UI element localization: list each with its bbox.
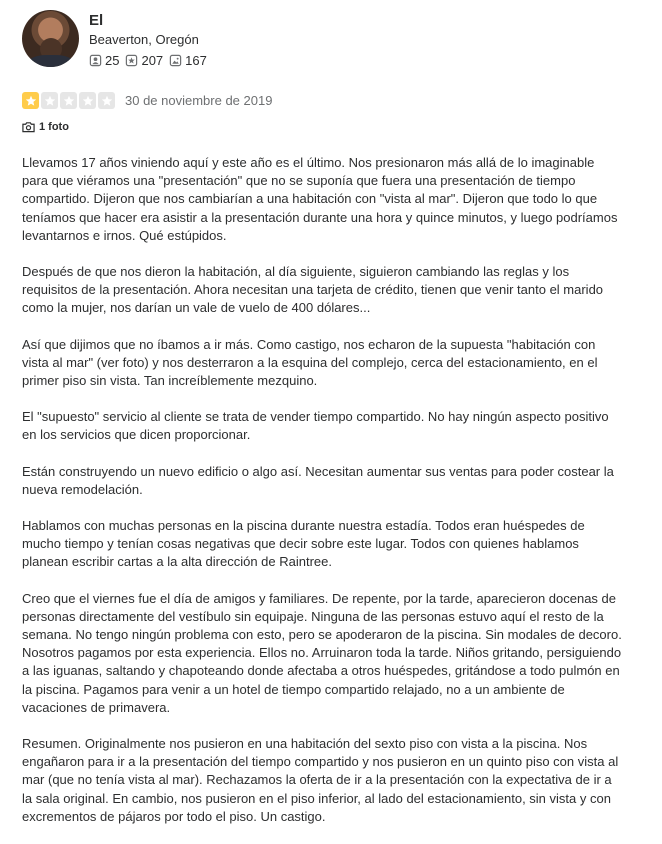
avatar-shirt [28,55,74,67]
star-rating [22,92,117,109]
review-paragraph: Hablamos con muchas personas en la piscina durante nuestra estadía. Todos eran huéspedes de mucho tiempo y tenían cosas negativas que decir sobre este lugar. Todos con quienes hablamos planean escribir cartas a la alta dirección de Raintree. [22,518,585,570]
review-paragraph: Creo que el viernes fue el día de amigos y familiares. De repente, por la tarde, aparecieron docenas de personas directamente del vestíbulo sin equipaje. Ninguna de las personas estuvo aquí el resto de la semana. No tengo ningún problema con esto, pero se apoderaron de la piscina. Sin modales de decoro. Nosotros pagamos por esta experiencia. Ellos no. Arruinaron toda la tarde. Niños gritando, persiguiendo a las iguanas, saltando y chapoteando donde afectaba a otros huéspedes, gritándose a todo pulmón en la piscina. Pagamos para venir a un hotel de tiempo compartido relajado, no a un ambiente de vacaciones de primavera. [22,590,622,715]
star-filled-icon [22,92,39,109]
friends-count: 25 [105,53,120,68]
star-empty-icon [41,92,58,109]
review-paragraph: Resumen. Originalmente nos pusieron en una habitación del sexto piso con vista a la piscina. Nos engañaron para ir a la presentación del tiempo compartido y nos pusieron en un quinto piso con vista al mar (que no tenía vista al mar). Rechazamos la oferta de ir a la presentación con la expectativa de ir a la sala original. En cambio, nos pusieron en el piso inferior, al lado del estacionamiento, sin vista y con excrementos de pájaros por todo el piso. Un castigo. [22,736,619,824]
review-paragraph: Así que dijimos que no íbamos a ir más. Como castigo, nos echaron de la supuesta "habitación con vista al mar" (ver foto) y nos desterraron a la esquina del complejo, cerca del estacionamiento, en el primer piso sin vista. Tan increíblemente mezquino. [22,336,598,389]
user-name[interactable]: El [89,12,104,29]
photos-count: 167 [185,53,207,68]
review-date: 30 de noviembre de 2019 [125,93,273,108]
avatar[interactable] [22,10,79,67]
friends-icon [89,54,102,67]
photo-count-label: 1 foto [39,121,69,133]
friends-stat [89,53,119,68]
review-star-icon [125,54,138,67]
star-empty-icon [79,92,96,109]
user-stats [89,53,207,68]
reviews-stat [125,53,163,68]
review-paragraph: El "supuesto" servicio al cliente se trata de vender tiempo compartido. No hay ningún aspecto positivo en los servicios que dicen proporcionar. [22,409,609,443]
star-empty-icon [60,92,77,109]
review-paragraph: Llevamos 17 años viniendo aquí y este año es el último. Nos presionaron más allá de lo imaginable para que viéramos una "presentación" que no se suponía que fuera una presentación de tiempo compartido. Dijeron que nos cambiarían a una habitación con "vista al mar". Dijeron que todo lo que teníamos que hacer era asistir a la presentación durante una hora y quince minutos, y luego podríamos levantarnos e irnos. Qué estúpidos. [22,155,618,243]
user-location: Beaverton, Oregón [89,32,199,47]
rating-row [22,92,272,109]
review-text [22,154,622,844]
photo-icon [169,54,182,67]
photos-stat [169,53,207,68]
review-paragraph: Están construyendo un nuevo edificio o algo así. Necesitan aumentar sus ventas para poder costear la nueva remodelación. [22,463,614,497]
photo-count-link[interactable] [22,121,69,133]
review-paragraph: Después de que nos dieron la habitación, al día siguiente, siguieron cambiando las reglas y los requisitos de la presentación. Ahora necesitan una tarjeta de crédito, tienen que venir tanto el marido como la mujer, nos darían un vale de vuelo de 400 dólares... [22,264,604,316]
star-empty-icon [98,92,115,109]
camera-icon [22,121,35,133]
reviews-count: 207 [141,53,164,68]
